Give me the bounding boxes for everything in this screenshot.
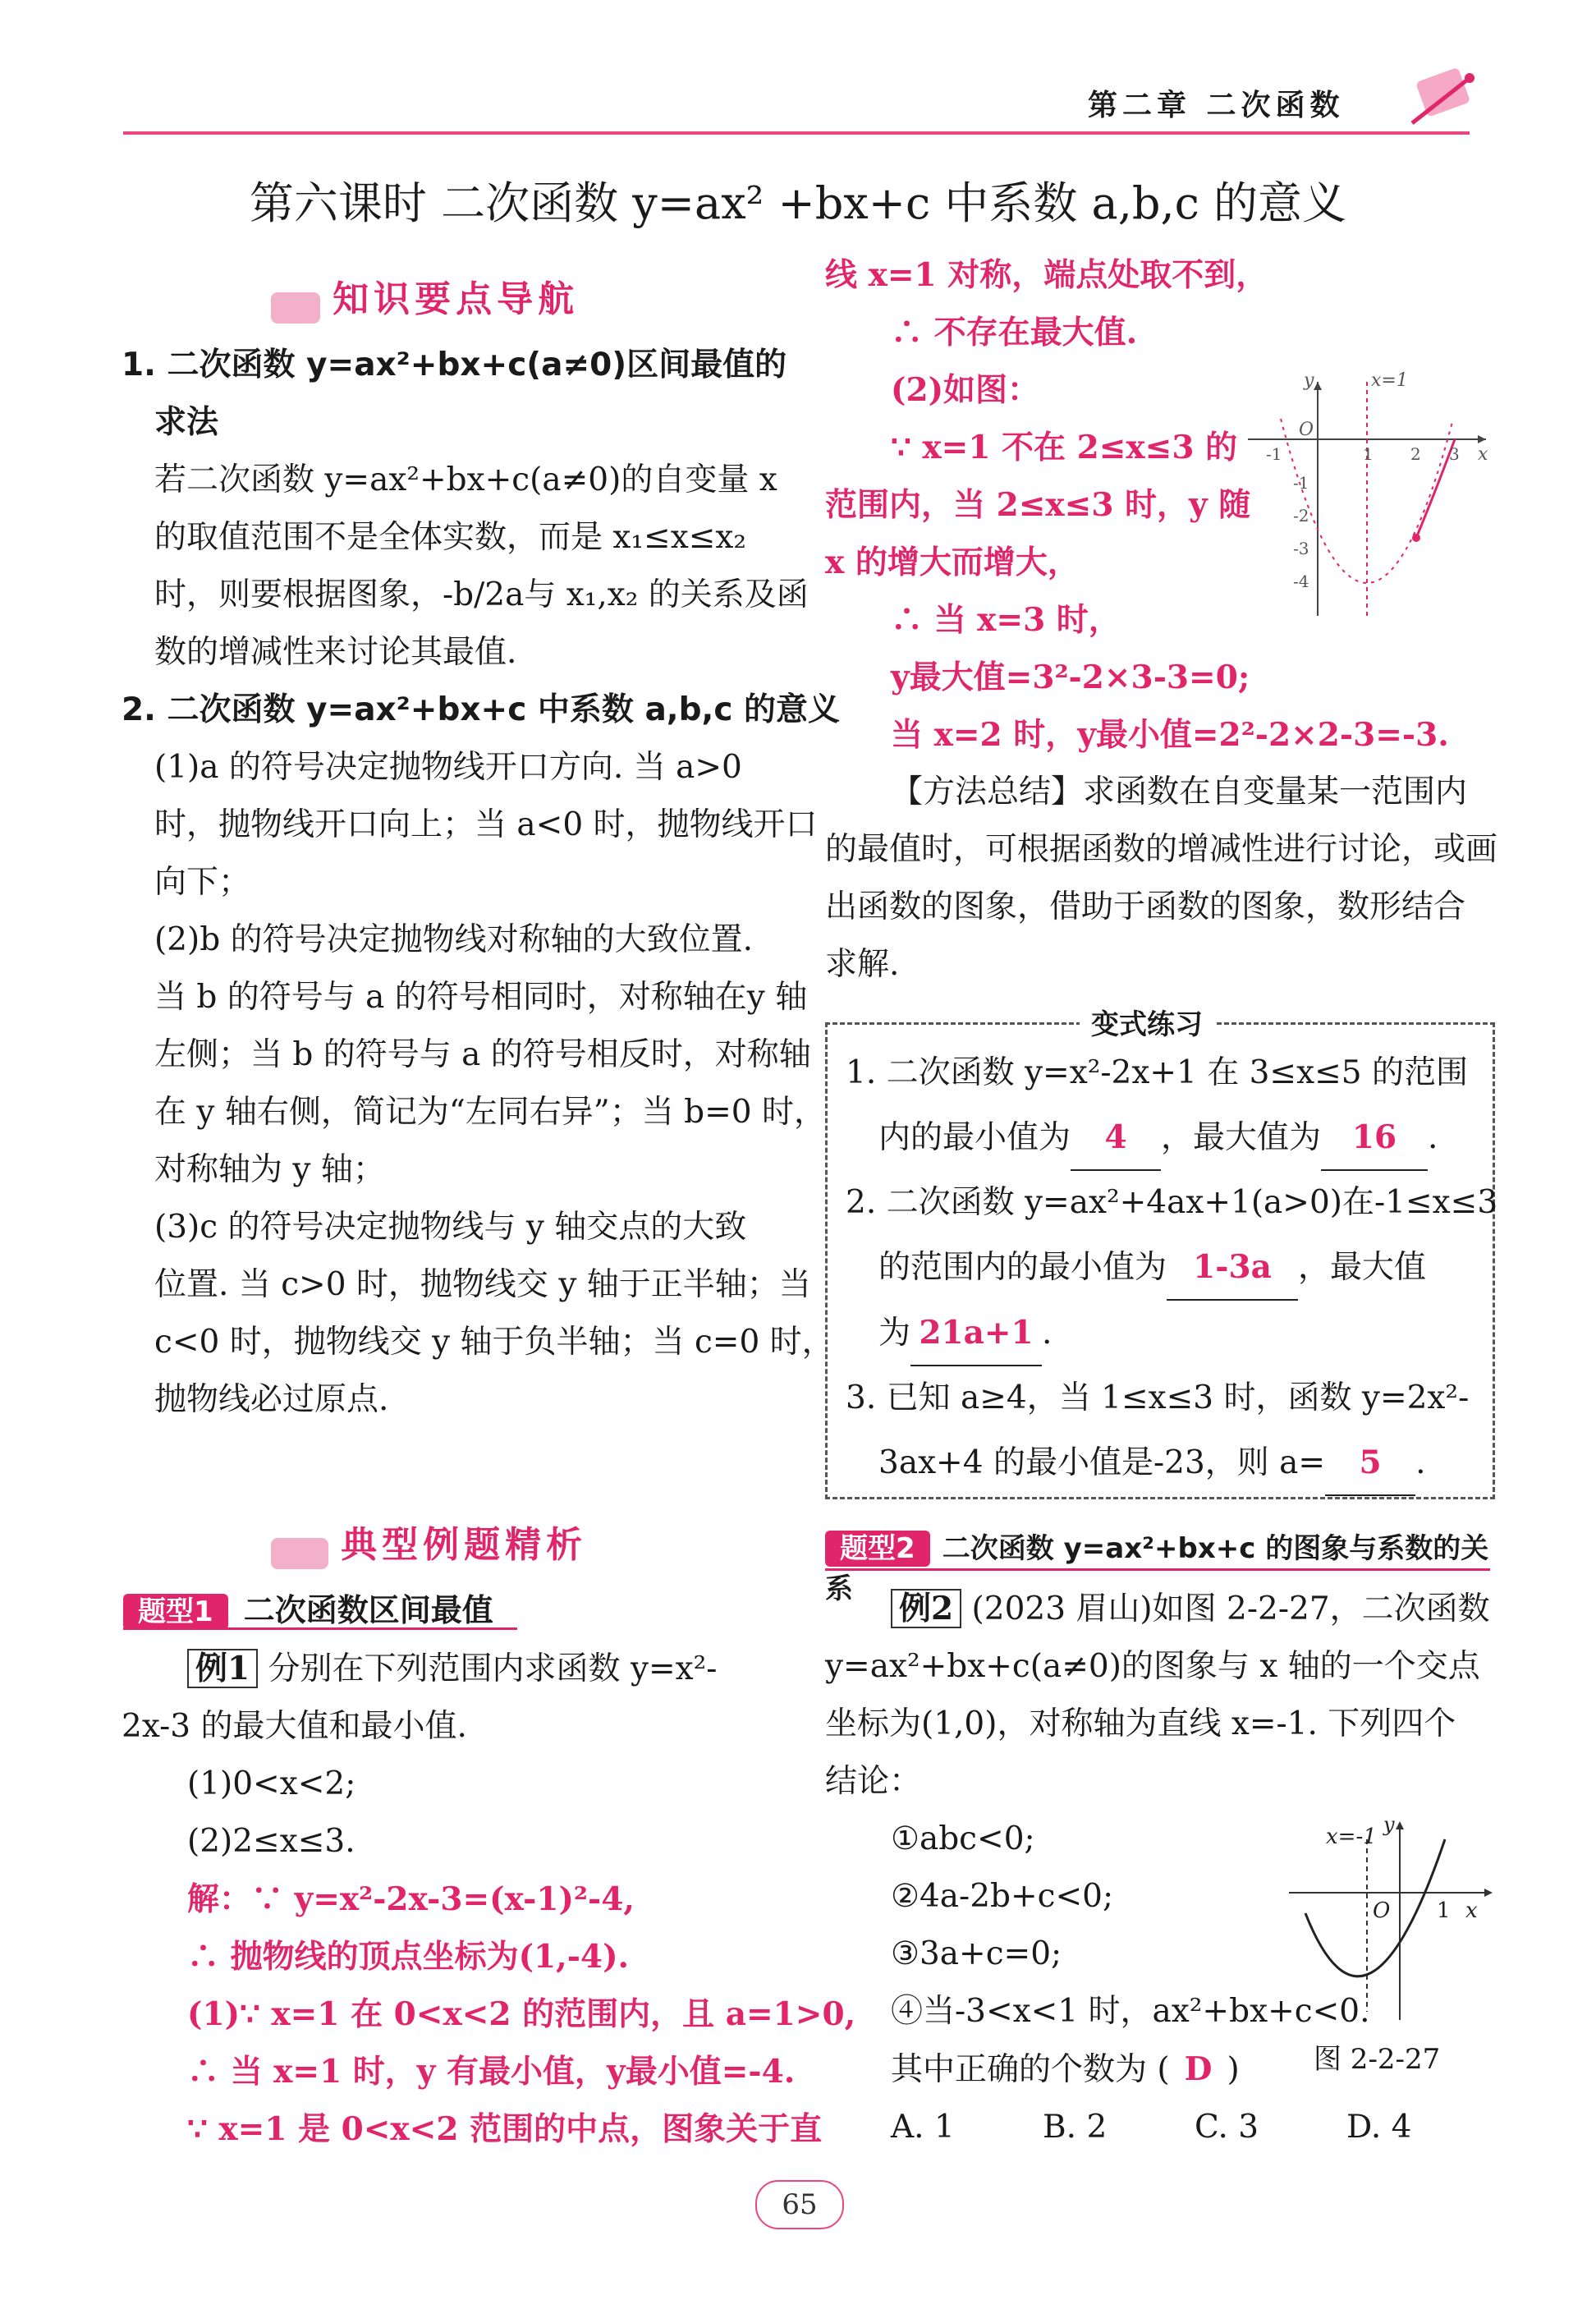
knowledge-p2-line4: (2)b 的符号决定抛物线对称轴的大致位置. [154, 921, 754, 958]
practice-q1-line2b: ，最大值为 [1161, 1119, 1322, 1156]
knowledge-p2-line7: 在 y 轴右侧，简记为“左同右异”；当 b=0 时， [154, 1094, 826, 1131]
solution-right-line9: 当 x=2 时，y最小值=2²-2×2-3=-3. [891, 716, 1449, 754]
x-axis-arrow-icon [1478, 435, 1486, 443]
option-b: B. 2 [1043, 2109, 1108, 2146]
knowledge-p1-line1: 若二次函数 y=ax²+bx+c(a≠0)的自变量 x [154, 461, 777, 498]
examples-heading [271, 1515, 587, 1569]
solution-right-line8: y最大值=3²-2×3-3=0; [891, 659, 1250, 696]
graph1-tick-y-0: -1 [1293, 473, 1309, 493]
conclusion-1: ①abc<0; [891, 1820, 1035, 1857]
header-divider [123, 131, 1470, 135]
practice-q1-line1: 1. 二次函数 y=x²-2x+1 在 3≤x≤5 的范围 [846, 1054, 1468, 1091]
solution-right-line6: x 的增大而增大， [825, 544, 1080, 581]
practice-q2-line2b: ，最大值 [1298, 1249, 1427, 1286]
segment-start-point [1412, 534, 1420, 542]
graph1-tick-x-0: -1 [1266, 444, 1282, 464]
solution-right-line2: ∴ 不存在最大值. [891, 314, 1138, 351]
knowledge-p1-line3: 时，则要根据图象，-b/2a与 x₁,x₂ 的关系及函 [154, 576, 809, 613]
practice-q2-line1: 2. 二次函数 y=ax²+4ax+1(a>0)在-1≤x≤3 [846, 1184, 1498, 1221]
graph1-tick-y-1: -2 [1293, 506, 1309, 526]
practice-label: 变式练习 [1080, 1002, 1214, 1042]
lesson-title: 第六课时 二次函数 y=ax² +bx+c 中系数 a,b,c 的意义 [249, 177, 1347, 229]
solution-line1: 解：∵ y=x²-2x-3=(x-1)²-4, [187, 1880, 635, 1918]
graph1-sym-label: x=1 [1371, 370, 1408, 391]
practice-q2-answer-max: 21a+1 [910, 1301, 1042, 1366]
fig-origin-label: O [1373, 1898, 1391, 1923]
practice-q3-answer: 5 [1325, 1430, 1415, 1496]
practice-q1-line2a: 内的最小值为 [878, 1119, 1071, 1156]
knowledge-p1-line2: 的取值范围不是全体实数，而是 x₁≤x≤x₂ [154, 519, 747, 556]
example2-label: 例2 [891, 1589, 961, 1628]
knowledge-p2-line10: 位置. 当 c>0 时，抛物线交 y 轴于正半轴；当 [154, 1266, 811, 1303]
answer-choice: D [1184, 2050, 1213, 2088]
practice-q2-line2a: 的范围内的最小值为 [878, 1249, 1167, 1286]
conclusion-2: ②4a-2b+c<0; [891, 1878, 1114, 1915]
conclusion-3: ③3a+c=0; [891, 1935, 1062, 1972]
parabola-graph-1 [1240, 370, 1494, 624]
graph1-tick-x-1: 1 [1363, 444, 1374, 464]
knowledge-p1-line4: 数的增减性来讨论其最值. [154, 634, 517, 671]
conclusion-4: ④当-3<x<1 时，ax²+bx+c<0. [891, 1993, 1370, 2030]
knowledge-p2-line5: 当 b 的符号与 a 的符号相同时，对称轴在y 轴 [154, 979, 808, 1016]
knowledge-p2-line9: (3)c 的符号决定抛物线与 y 轴交点的大致 [154, 1209, 747, 1246]
graph1-tick-y-3: -4 [1293, 572, 1309, 591]
graph1-tick-y-2: -3 [1293, 539, 1309, 558]
example1-line2: 2x-3 的最大值和最小值. [122, 1708, 467, 1745]
y-axis-arrow-icon [1314, 382, 1322, 390]
knowledge-p2-title: 2. 二次函数 y=ax²+bx+c 中系数 a,b,c 的意义 [122, 691, 841, 728]
graph1-x-label: x [1478, 444, 1488, 465]
graph1-tick-x-2: 2 [1410, 444, 1421, 464]
type2-title: 二次函数 y=ax²+bx+c 的图象与系数的关系 [825, 1532, 1489, 1605]
figure-2-2-27 [1281, 1815, 1502, 2028]
figure-caption: 图 2-2-27 [1314, 2043, 1441, 2076]
example1-line1: 分别在下列范围内求函数 y=x²- [268, 1650, 718, 1687]
type2-tag: 题型2 [825, 1531, 930, 1567]
example2-line1: (2023 眉山)如图 2-2-27，二次函数 [971, 1591, 1490, 1627]
graph1-tick-x-3: 3 [1449, 444, 1460, 464]
knowledge-p2-line2: 时，抛物线开口向上；当 a<0 时，抛物线开口 [154, 806, 818, 843]
solution-right-line1: 线 x=1 对称，端点处取不到， [825, 256, 1268, 294]
example1-body [122, 1641, 856, 2158]
example1-case2: (2)2≤x≤3. [187, 1823, 355, 1860]
graph1-y-label: y [1304, 370, 1314, 391]
solution-line2: ∴ 抛物线的顶点坐标为(1,-4). [187, 1938, 630, 1976]
practice-q3-line1: 3. 已知 a≥4，当 1≤x≤3 时，函数 y=2x²- [846, 1379, 1470, 1416]
solution-line5: ∵ x=1 是 0<x<2 范围的中点，图象关于直 [187, 2110, 823, 2148]
practice-q1-answer-min: 4 [1071, 1105, 1161, 1171]
book-icon [271, 292, 320, 324]
page-number: 65 [755, 2180, 844, 2229]
fig-sym-label: x=-1 [1326, 1825, 1377, 1849]
option-c: C. 3 [1195, 2109, 1259, 2146]
pencil-decoration-icon [1396, 57, 1486, 140]
knowledge-p2-line6: 左侧；当 b 的符号与 a 的符号相反时，对称轴 [154, 1036, 811, 1073]
knowledge-p2-line12: 抛物线必过原点. [154, 1381, 389, 1418]
solution-right-line5: 范围内，当 2≤x≤3 时，y 随 [825, 486, 1251, 524]
examples-heading-text: 典型例题精析 [341, 1524, 588, 1566]
practice-q3-line2a: 3ax+4 的最小值是-23，则 a= [878, 1444, 1326, 1481]
fig-y-label: y [1383, 1815, 1395, 1836]
type2-bar [825, 1526, 1490, 1605]
knowledge-p2-line8: 对称轴为 y 轴； [154, 1151, 385, 1188]
example2-line4: 结论： [825, 1763, 922, 1800]
method-line4: 求解. [825, 946, 900, 983]
books-icon [271, 1538, 328, 1569]
example1-case1: (1)0<x<2; [187, 1765, 356, 1802]
knowledge-p2-line3: 向下； [154, 864, 251, 901]
practice-q2-answer-min: 1-3a [1167, 1235, 1298, 1301]
question-ask: 其中正确的个数为 [891, 2051, 1148, 2088]
knowledge-heading [271, 269, 579, 324]
type1-bar [123, 1585, 517, 1630]
method-line3: 出函数的图象，借助于函数的图象，数形结合 [825, 888, 1466, 925]
type1-title: 二次函数区间最值 [243, 1592, 493, 1628]
knowledge-p1-title-2: 求法 [154, 404, 219, 441]
knowledge-heading-text: 知识要点导航 [332, 278, 580, 320]
fig-one-label: 1 [1437, 1898, 1451, 1923]
knowledge-p2-line11: c<0 时，抛物线交 y 轴于负半轴；当 c=0 时， [154, 1324, 834, 1361]
solution-right-line3: (2)如图： [891, 371, 1040, 409]
example2-body: 例2 (2023 眉山)如图 2-2-27，二次函数 y=ax²+bx+c(a≠0)的图象与 x 轴的一个交点 坐标为(1,0)，对称轴为直线 x=-1. 下列四个 结论： ①abc<0; ②4a-2b+c<0; ③3a+c=0; ④当-3<x<1 时，ax²+bx+c<0. 其中正确的个数为 ( D ) A. 1 B. 2 C. 3 D. 4 [825, 1581, 1490, 2156]
knowledge-body [122, 337, 841, 1429]
example2-line2: y=ax²+bx+c(a≠0)的图象与 x 轴的一个交点 [825, 1648, 1480, 1685]
fig-y-arrow-icon [1396, 1821, 1404, 1829]
method-line1: 【方法总结】求函数在自变量某一范围内 [891, 773, 1468, 810]
option-a: A. 1 [891, 2109, 955, 2146]
solution-right-line4: ∵ x=1 不在 2≤x≤3 的 [891, 429, 1238, 466]
solution-line3: (1)∵ x=1 在 0<x<2 的范围内，且 a=1>0, [187, 1995, 856, 2033]
method-line2: 的最值时，可根据函数的增减性进行讨论，或画 [825, 831, 1498, 868]
knowledge-p1-title: 1. 二次函数 y=ax²+bx+c(a≠0)区间最值的 [122, 347, 787, 383]
knowledge-p2-line1: (1)a 的符号决定抛物线开口方向. 当 a>0 [154, 749, 742, 786]
example1-label: 例1 [187, 1649, 258, 1688]
graph1-origin-label: O [1299, 420, 1314, 440]
chapter-label: 第二章 二次函数 [1088, 88, 1345, 122]
example2-line3: 坐标为(1,0)，对称轴为直线 x=-1. 下列四个 [825, 1705, 1456, 1742]
solution-right-line7: ∴ 当 x=3 时， [891, 601, 1121, 639]
solution-line4: ∴ 当 x=1 时，y 有最小值，y最小值=-4. [187, 2053, 796, 2091]
type1-tag: 题型1 [123, 1594, 228, 1630]
option-d: D. 4 [1346, 2109, 1412, 2146]
fig-x-label: x [1465, 1898, 1478, 1923]
practice-q2-line3a: 为 [878, 1315, 911, 1352]
fig-x-arrow-icon [1484, 1889, 1493, 1897]
practice-body: 1. 二次函数 y=x²-2x+1 在 3≤x≤5 的范围 内的最小值为 4 ，最大值为 16 . 2. 二次函数 y=ax²+4ax+1(a>0)在-1≤x≤3 的范围内的最小值为 1-3a ，最大值 为 21a+1 . 3. 已知 a≥4，当 1≤x≤3 时，函数 y=2x²- 3ax+4 的最小值是-23，则 a= 5 . [846, 1041, 1486, 1496]
practice-q1-answer-max: 16 [1321, 1105, 1428, 1171]
